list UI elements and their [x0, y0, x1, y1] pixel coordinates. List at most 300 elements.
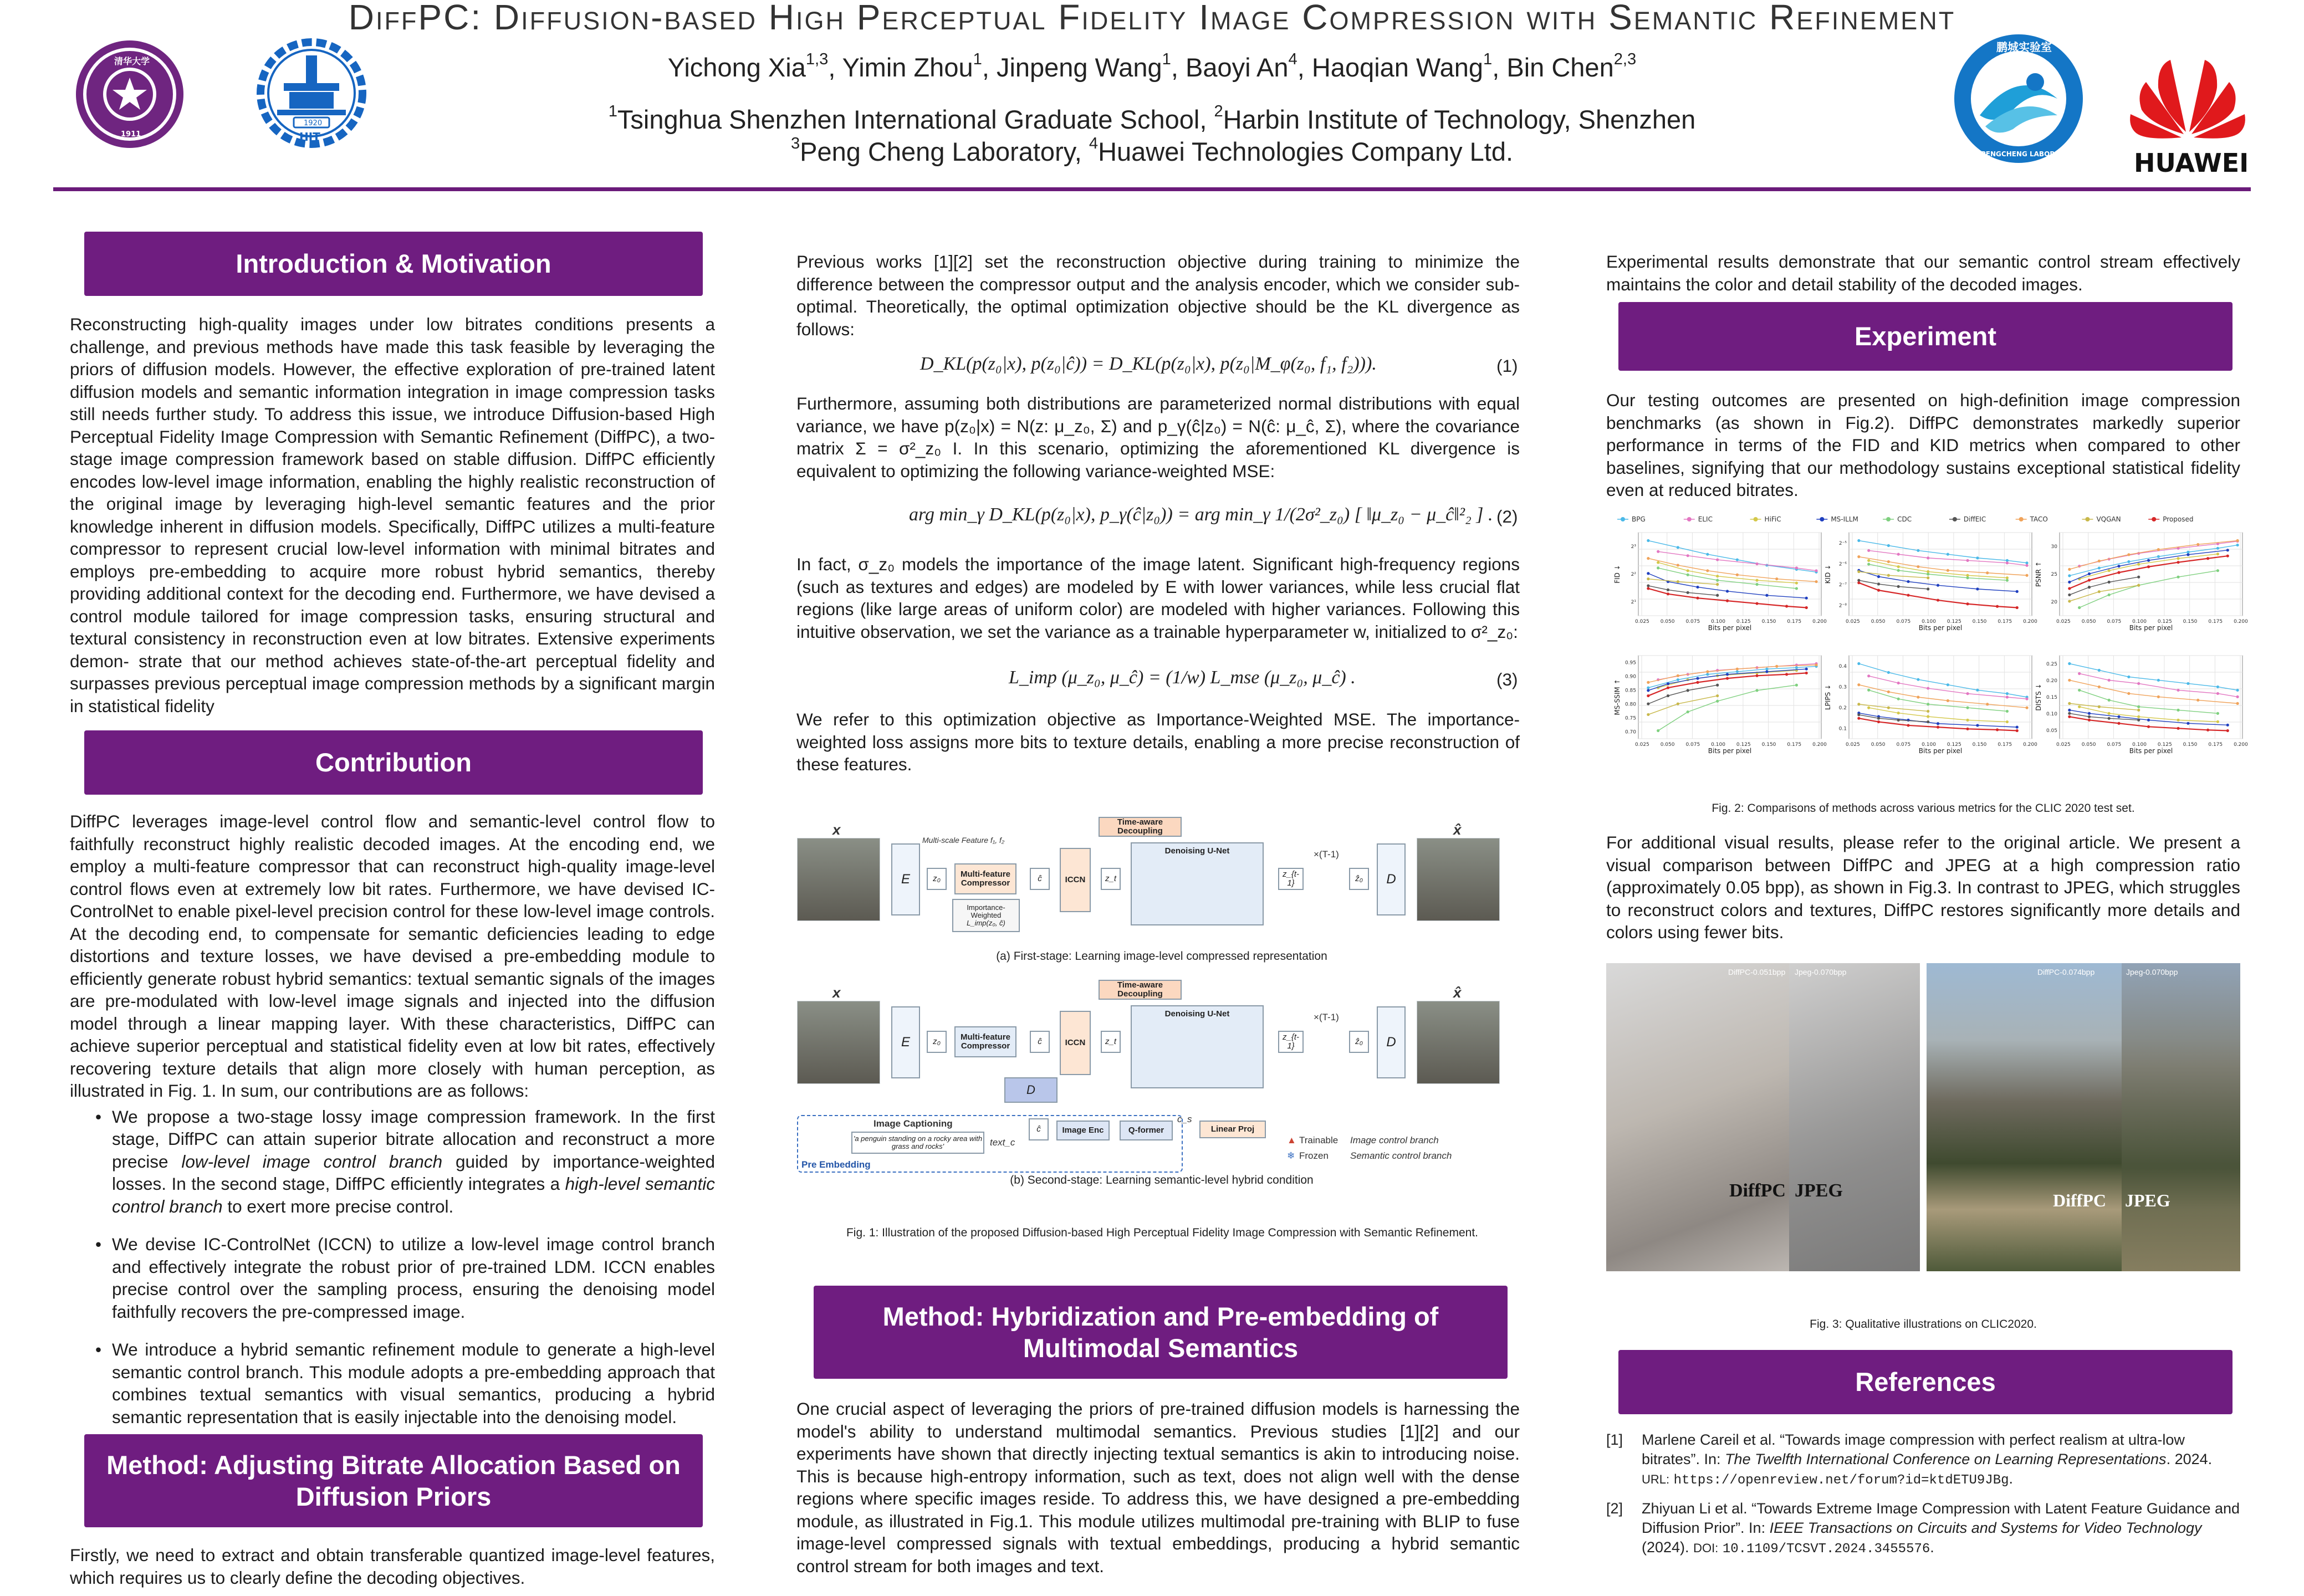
- data-point: [1677, 678, 1679, 681]
- data-point: [1867, 559, 1870, 562]
- y-tick-label: 0.25: [2046, 662, 2057, 667]
- huawei-logo-text: HUAWEI: [2134, 148, 2249, 178]
- equation-2-number: (2): [1496, 507, 1518, 526]
- reference-1-venue: The Twelfth International Conference on Learning Representations: [1725, 1451, 2167, 1467]
- author-affiliation-index: 1: [973, 50, 982, 69]
- data-point: [1687, 591, 1689, 594]
- image-branch-legend: Image control branch: [1350, 1135, 1439, 1145]
- data-point: [1927, 720, 1929, 723]
- semantic-stream-paragraph: Experimental results demonstrate that our semantic control stream effectively maintains the color and detail stability of the decoded images.: [1606, 252, 2240, 294]
- mfc-block-a: Multi-feature Compressor: [954, 863, 1016, 894]
- data-point: [1986, 703, 1989, 705]
- data-point: [1765, 670, 1768, 673]
- data-point: [2226, 729, 2229, 732]
- data-point: [1815, 663, 1817, 666]
- data-point: [2016, 590, 2019, 593]
- data-point: [1687, 554, 1689, 557]
- pengcheng-logo-cn: 鹏城实验室: [1996, 40, 2052, 54]
- reference-1-authors: Marlene Careil et al. “Towards image compression with perfect realism at ultra-low bitrates”. In:: [1642, 1431, 2185, 1467]
- data-point: [1667, 686, 1669, 689]
- data-point: [2025, 574, 2028, 577]
- encoder-block-a: E: [891, 843, 920, 915]
- data-point: [1857, 703, 1860, 705]
- fig1-caption-a: (a) First-stage: Learning image-level compressed representation: [996, 950, 1327, 963]
- data-point: [1857, 713, 1860, 716]
- data-point: [1867, 707, 1870, 709]
- iccn-block-a: ICCN: [1060, 848, 1091, 912]
- data-point: [1667, 694, 1669, 697]
- caption-text-box: 'a penguin standing on a rocky area with grass and rocks': [851, 1132, 984, 1154]
- data-point: [1706, 673, 1709, 676]
- data-point: [2088, 719, 2091, 722]
- data-point: [2226, 555, 2229, 557]
- data-point: [2186, 682, 2189, 685]
- x-axis-label: Bits per pixel: [1708, 624, 1752, 632]
- y-tick-label: 2¹: [1631, 600, 1636, 605]
- data-point: [2157, 695, 2160, 698]
- data-point: [2068, 568, 2071, 571]
- data-point: [1706, 569, 1709, 572]
- data-point: [2147, 719, 2150, 722]
- iw-loss-block-a: [952, 899, 1020, 932]
- data-point: [1897, 585, 1900, 588]
- fig1-caption-b: (b) Second-stage: Learning semantic-level hybrid condition: [1010, 1174, 1314, 1186]
- author-name: Bin Chen: [1506, 53, 1614, 82]
- objective-paragraph: Previous works [1][2] set the reconstruction objective during training to minimize the difference between the compressor output and the analysis encoder, which we consider sub-optimal. Theoretically, the optimal optimization objective should be the KL divergence as follows:: [796, 252, 1520, 339]
- x-tick-label: 0.050: [1660, 742, 1675, 748]
- x-tick-label: 0.200: [2234, 742, 2248, 748]
- data-point: [2068, 702, 2071, 705]
- x-tick-label: 0.100: [1711, 619, 1725, 625]
- author-name: Baoyi An: [1186, 53, 1289, 82]
- reference-2-doi-label: DOI:: [1693, 1541, 1719, 1555]
- y-tick-label: 30: [2051, 544, 2057, 550]
- data-point: [1687, 569, 1689, 572]
- data-point: [1677, 546, 1679, 549]
- x-tick-label: 0.075: [1685, 619, 1700, 625]
- x-tick-label: 0.075: [1685, 742, 1700, 748]
- data-point: [1647, 689, 1649, 692]
- data-point: [2127, 676, 2130, 678]
- output-xhat-label-b: x̂: [1453, 984, 1462, 1001]
- data-point: [1805, 597, 1808, 600]
- data-point: [1867, 549, 1870, 552]
- author-name: Yimin Zhou: [842, 53, 973, 82]
- x-tick-label: 0.150: [1761, 619, 1776, 625]
- x-tick-label: 0.075: [2107, 742, 2122, 748]
- chat-block-b: ĉ: [1030, 1031, 1050, 1053]
- data-point: [2137, 715, 2140, 718]
- fig2-caption: Fig. 2: Comparisons of methods across various metrics for the CLIC 2020 test set.: [1712, 802, 2135, 815]
- author-affiliation-index: 1: [1483, 50, 1493, 69]
- data-point: [1755, 689, 1758, 692]
- reference-2-venue: IEEE Transactions on Circuits and Systems for Video Technology: [1769, 1520, 2202, 1536]
- data-point: [1716, 700, 1719, 703]
- data-point: [1815, 580, 1817, 583]
- x-tick-label: 0.050: [2081, 742, 2096, 748]
- legend-label: CDC: [1897, 515, 1912, 523]
- data-point: [1736, 668, 1739, 671]
- data-point: [1897, 719, 1900, 722]
- image-captioning-label: Image Captioning: [873, 1118, 953, 1129]
- fig3-tag-1: DiffPC-0.051bpp: [1728, 968, 1786, 976]
- data-point: [1785, 605, 1788, 607]
- affiliation-index: 3: [790, 135, 800, 153]
- x-tick-label: 0.150: [2183, 742, 2198, 748]
- data-point: [1966, 559, 1969, 562]
- fig1-caption: Fig. 1: Illustration of the proposed Diffusion-based High Perceptual Fidelity Image Compression with Semantic Refinement.: [846, 1226, 1478, 1239]
- y-tick-label: 2⁻⁵: [1838, 540, 1847, 546]
- zhat0-block-a: ẑ₀: [1349, 868, 1369, 890]
- y-tick-label: 0.15: [2046, 695, 2057, 700]
- data-point: [1696, 586, 1699, 589]
- fig3-label-jpeg-2: JPEG: [2125, 1190, 2170, 1210]
- data-point: [1736, 670, 1739, 673]
- data-point: [2108, 679, 2111, 682]
- data-point: [1907, 594, 1909, 596]
- data-point: [2006, 561, 2009, 564]
- x-tick-label: 0.075: [1896, 742, 1911, 748]
- data-point: [2078, 689, 2081, 692]
- x-tick-label: 0.100: [1922, 742, 1936, 748]
- y-tick-label: 25: [2051, 572, 2057, 577]
- x-tick-label: 0.175: [1998, 742, 2012, 748]
- y-tick-label: 0.20: [2046, 678, 2057, 684]
- data-point: [1857, 717, 1860, 720]
- data-point: [1667, 592, 1669, 595]
- data-point: [1877, 717, 1880, 720]
- data-point: [1857, 662, 1860, 665]
- x-tick-label: 0.200: [1812, 742, 1827, 748]
- data-point: [2006, 692, 2009, 695]
- visual-comparison-paragraph: For additional visual results, please refer to the original article. We present a visual comparison between DiffPC and JPEG at a high compression ratio (approximately 0.05 bpp), as shown in Fig.3. In contrast to JPEG, which struggles to reconstruct colors and textures, DiffPC restores significantly more details and colors using fewer bits.: [1606, 832, 2240, 942]
- data-point: [2137, 705, 2140, 708]
- iw-loss-label: L_imp(z₀, ĉ): [967, 919, 1005, 928]
- y-tick-label: 0.85: [1624, 688, 1636, 694]
- x-tick-label: 0.150: [1761, 742, 1776, 748]
- author-affiliation-index: 4: [1288, 50, 1297, 69]
- data-point: [2216, 720, 2219, 723]
- data-point: [1887, 560, 1890, 563]
- x-tick-label: 0.125: [2157, 619, 2172, 625]
- x-tick-label: 0.175: [1998, 619, 2012, 625]
- data-point: [1857, 539, 1860, 542]
- data-point: [1927, 556, 1929, 559]
- data-point: [2068, 712, 2071, 715]
- data-point: [2025, 561, 2028, 564]
- data-point: [1755, 562, 1758, 565]
- reference-1-url[interactable]: https://openreview.net/forum?id=ktdETU9JBg: [1673, 1473, 2009, 1488]
- data-point: [1667, 589, 1669, 591]
- data-point: [2016, 606, 2019, 609]
- data-point: [2068, 574, 2071, 577]
- data-point: [2088, 715, 2091, 718]
- legend-label: MS-ILLM: [1831, 515, 1858, 523]
- tsinghua-logo-text: 清华大学: [114, 56, 150, 66]
- data-point: [1877, 720, 1880, 723]
- frozen-legend: Frozen: [1299, 1150, 1329, 1161]
- input-image-b: [797, 1001, 880, 1084]
- hit-logo: [251, 32, 372, 154]
- frozen-icon: ❄: [1287, 1150, 1295, 1161]
- x-tick-label: 0.175: [1787, 742, 1802, 748]
- data-point: [2177, 719, 2179, 722]
- data-point: [1947, 569, 1949, 572]
- data-point: [1667, 682, 1669, 685]
- legend-label: DiffEIC: [1963, 515, 1986, 523]
- huawei-logo: [2124, 49, 2251, 182]
- textc-label: text_c: [990, 1137, 1015, 1148]
- data-point: [1755, 602, 1758, 605]
- x-tick-label: 0.025: [1846, 619, 1860, 625]
- data-point: [2068, 715, 2071, 718]
- x-tick-label: 0.025: [2056, 619, 2071, 625]
- references-header: References: [1618, 1350, 2233, 1414]
- x-tick-label: 0.125: [1736, 619, 1751, 625]
- fig3-portrait-jpeg-half: [1789, 963, 1920, 1271]
- data-point: [1696, 681, 1699, 684]
- data-point: [1947, 683, 1949, 686]
- data-point: [1795, 666, 1798, 669]
- y-tick-label: 2²: [1631, 572, 1636, 577]
- variance-paragraph: Furthermore, assuming both distributions are parameterized normal distributions with equal variance, we have p(z₀|x) = N(z: μ_z₀, Σ) and p_γ(ĉ|z₀) = N(ĉ: μ_ĉ, Σ), where the covariance matrix Σ = σ²_z₀ I. In this scenario, optimizing the aforementioned KL divergence is equivalent to optimizing the following variance-weighted MSE:: [796, 393, 1520, 481]
- data-point: [1897, 569, 1900, 572]
- input-x-label-a: x: [832, 821, 841, 838]
- header-rule: [53, 187, 2251, 191]
- data-point: [2236, 702, 2239, 705]
- data-point: [2236, 544, 2239, 546]
- decoder-block-b: D: [1377, 1006, 1406, 1078]
- data-point: [1677, 702, 1679, 705]
- data-point: [1795, 684, 1798, 687]
- y-tick-label: 20: [2051, 600, 2057, 605]
- fig3-landscape-jpeg-half: [2122, 963, 2240, 1271]
- data-point: [2006, 710, 2009, 713]
- x-tick-label: 0.200: [2023, 742, 2037, 748]
- data-point: [1647, 686, 1649, 689]
- data-point: [1937, 598, 1939, 601]
- data-point: [1736, 558, 1739, 561]
- fig3-tag-4: Jpeg-0.070bpp: [2126, 968, 2178, 976]
- fig3-tag-3: DiffPC-0.074bpp: [2037, 968, 2095, 976]
- data-point: [1716, 575, 1719, 577]
- contribution-item-1-text: We propose a two-stage lossy image compression framework. In the first stage, DiffPC can attain superior bitrate allocation and reconstruct a more precise: [112, 1106, 715, 1172]
- x-tick-label: 0.175: [1787, 619, 1802, 625]
- equation-1-number: (1): [1496, 356, 1518, 376]
- data-point: [1647, 539, 1649, 542]
- data-point: [1877, 575, 1880, 578]
- data-point: [1657, 729, 1659, 732]
- author-affiliation-index: 1,3: [805, 50, 829, 69]
- x-tick-label: 0.050: [1871, 619, 1886, 625]
- data-point: [1647, 694, 1649, 697]
- data-point: [2216, 712, 2219, 715]
- data-point: [1907, 724, 1909, 727]
- data-point: [1966, 692, 1969, 695]
- data-point: [1687, 710, 1689, 713]
- x-tick-label: 0.050: [1871, 742, 1886, 748]
- x-tick-label: 0.175: [2208, 619, 2223, 625]
- data-point: [2186, 722, 2189, 725]
- x-tick-label: 0.125: [1736, 742, 1751, 748]
- data-point: [1927, 703, 1929, 705]
- data-point: [2216, 686, 2219, 688]
- data-point: [1907, 580, 1909, 583]
- tsinghua-logo-year: 1911: [121, 130, 141, 139]
- data-point: [2186, 553, 2189, 556]
- figure-2-charts: [1606, 513, 2248, 768]
- data-point: [1927, 576, 1929, 579]
- reference-2-doi[interactable]: 10.1109/TCSVT.2024.3455576: [1722, 1542, 1930, 1557]
- data-point: [2117, 722, 2120, 725]
- input-x-label-b: x: [832, 984, 841, 1001]
- data-point: [2147, 565, 2150, 568]
- y-axis-label: LPIPS ↓: [1824, 684, 1832, 710]
- data-point: [2196, 543, 2199, 546]
- data-point: [2016, 729, 2019, 732]
- mfc-block-b: Multi-feature Compressor: [954, 1026, 1016, 1057]
- data-point: [2025, 707, 2028, 709]
- hit-logo-year: 1920: [304, 119, 323, 127]
- reference-1-url-label: URL:: [1642, 1472, 1670, 1486]
- data-point: [2226, 549, 2229, 551]
- x-axis-label: Bits per pixel: [2129, 624, 2173, 632]
- legend-label: TACO: [2030, 515, 2048, 523]
- data-point: [1755, 674, 1758, 677]
- y-tick-label: 2⁻⁶: [1838, 561, 1847, 567]
- affiliation-name: Harbin Institute of Technology, Shenzhen: [1223, 105, 1696, 134]
- chat-block-a: ĉ: [1030, 868, 1050, 890]
- contribution-paragraph: DiffPC leverages image-level control flow and semantic-level control flow to faithfully reconstruct highly realistic decoded images. At the encoding end, we employ a multi-feature compressor that can reconstruct high-quality image-level control flows even at extremely low bit rates. Furthermore, we have devised IC-ControlNet to enable pixel-level precision control for these low-level image controls. At the decoding end, to compensate for semantic deficiencies leading to edge distortions and texture losses, we have devised a pre-embedding module to efficiently generate robust hybrid semantics: textual semantic signals of the images are pre-modulated with low-level image signals and injected into the diffusion model through a linear mapping layer. With these characteristics, DiffPC can achieve superior perceptual and statistical fidelity even at low bit rates, effectively recovering texture details that align more closely with human perception, as illustrated in Fig. 1. In sum, our contributions are as follows:: [70, 811, 715, 1101]
- author-affiliation-index: 1: [1162, 50, 1171, 69]
- tad-block-b: Time-aware Decoupling: [1099, 980, 1182, 1000]
- tsinghua-logo: [74, 39, 185, 150]
- data-point: [1726, 673, 1729, 676]
- data-point: [1897, 553, 1900, 556]
- data-point: [1867, 562, 1870, 565]
- data-point: [1716, 594, 1719, 597]
- data-point: [2216, 692, 2219, 695]
- tad-block-a: Time-aware Decoupling: [1099, 817, 1182, 837]
- data-point: [2108, 699, 2111, 702]
- data-point: [2117, 715, 2120, 718]
- x-tick-label: 0.150: [2183, 619, 2198, 625]
- data-point: [1696, 597, 1699, 600]
- data-point: [2177, 709, 2179, 712]
- linear-proj-block: Linear Proj: [1199, 1121, 1266, 1138]
- data-point: [2157, 548, 2160, 551]
- y-axis-label: FID ↓: [1613, 565, 1621, 584]
- data-point: [1937, 722, 1939, 725]
- data-point: [1696, 677, 1699, 680]
- y-tick-label: 2⁻⁷: [1838, 582, 1847, 588]
- x-tick-label: 0.150: [1972, 742, 1987, 748]
- data-point: [1966, 719, 1969, 722]
- data-point: [1867, 674, 1870, 677]
- x-tick-label: 0.025: [1635, 619, 1649, 625]
- data-point: [1877, 589, 1880, 592]
- intro-header: Introduction & Motivation: [84, 232, 703, 296]
- intro-text: [70, 313, 715, 717]
- data-point: [1647, 681, 1649, 684]
- fig3-portrait-image: [1606, 963, 1920, 1271]
- y-tick-label: 2⁻⁸: [1838, 603, 1847, 609]
- data-point: [1917, 565, 1919, 568]
- author-name: Yichong Xia: [667, 53, 806, 82]
- data-point: [1716, 558, 1719, 561]
- data-point: [2177, 561, 2179, 564]
- pengcheng-logo: [1952, 32, 2085, 165]
- fig3-landscape-image: [1927, 963, 2240, 1271]
- x-tick-label: 0.125: [1947, 742, 1961, 748]
- x-tick-label: 0.100: [1711, 742, 1725, 748]
- data-point: [2006, 695, 2009, 698]
- author-name: Haoqian Wang: [1311, 53, 1484, 82]
- legend-label: BPG: [1632, 515, 1646, 523]
- data-point: [2108, 569, 2111, 572]
- input-image-a: [797, 838, 880, 921]
- data-point: [1726, 590, 1729, 592]
- data-point: [1887, 671, 1890, 674]
- data-point: [1775, 577, 1778, 580]
- figure-1: [796, 815, 1528, 1203]
- trainable-legend: Trainable: [1299, 1135, 1339, 1145]
- legend-label: VQGAN: [2096, 515, 2121, 523]
- experiment-text: Our testing outcomes are presented on high-definition image compression benchmarks (as shown in Fig.2). DiffPC demonstrates markedly superior performance in terms of the FID and KID metrics when compared to other baselines, signifying that our methodology sustains exceptional statistical fidelity even at reduced bitrates.: [1606, 390, 2240, 500]
- y-tick-label: 0.3: [1838, 684, 1847, 690]
- data-point: [1887, 544, 1890, 547]
- data-point: [2098, 590, 2101, 593]
- decoder-block-a: D: [1377, 843, 1406, 915]
- affiliation-index: 2: [1214, 103, 1223, 121]
- affiliation-index: 4: [1089, 135, 1099, 153]
- data-point: [1857, 570, 1860, 573]
- contribution-text: [70, 810, 715, 1444]
- data-point: [1887, 707, 1890, 709]
- data-point: [2206, 557, 2209, 560]
- data-point: [2068, 594, 2071, 596]
- data-point: [1996, 728, 1999, 731]
- data-point: [1887, 574, 1890, 577]
- y-axis-label: MS-SSIM ↑: [1613, 679, 1621, 715]
- z0-block-a: z₀: [927, 868, 947, 890]
- data-point: [1927, 687, 1929, 689]
- data-point: [1887, 690, 1890, 693]
- method1-paragraph: Firstly, we need to extract and obtain transferable quantized image-level features, which requires us to clearly define the decoding objectives.: [70, 1545, 715, 1588]
- data-point: [1805, 606, 1808, 609]
- data-point: [1966, 574, 1969, 577]
- data-point: [1647, 577, 1649, 580]
- y-tick-label: 0.1: [1838, 726, 1847, 732]
- reference-2-number: [2]: [1606, 1500, 1623, 1517]
- data-point: [2177, 727, 2179, 730]
- data-point: [2006, 720, 2009, 723]
- data-point: [1815, 569, 1817, 572]
- data-point: [1857, 555, 1860, 558]
- contribution-header: Contribution: [84, 730, 703, 795]
- data-point: [1716, 583, 1719, 586]
- y-axis-label: DISTS ↓: [2035, 683, 2042, 711]
- data-point: [1927, 710, 1929, 713]
- fig3-label-jpeg-1: JPEG: [1795, 1180, 1843, 1201]
- data-point: [1857, 683, 1860, 686]
- data-point: [1976, 689, 1979, 692]
- data-point: [1805, 668, 1808, 671]
- data-point: [2068, 581, 2071, 584]
- y-tick-label: 0.75: [1624, 715, 1636, 722]
- iccn-block-b: ICCN: [1060, 1011, 1091, 1075]
- encoder-block-b: E: [891, 1006, 920, 1078]
